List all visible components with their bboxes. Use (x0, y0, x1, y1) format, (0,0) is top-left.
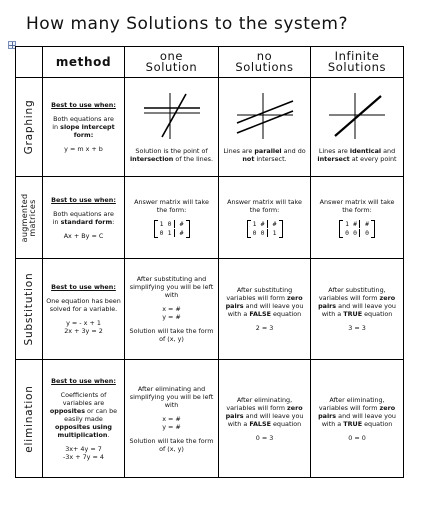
graphing-method-cell: Best to use when: Both equations are in slope intercept form: y = m x + b (43, 78, 125, 177)
header-row (16, 47, 404, 78)
page-title: How many Solutions to the system? (26, 14, 348, 34)
header-no-solutions: no Solutions (219, 47, 311, 78)
graphing-no-cell: Lines are parallel and do not intersect. (219, 78, 311, 177)
elimination-method-cell: Best to use when: Coefficients of variables are opposites or can be easily made opposites using multiplication. 3x+ 4y = 7 -3x + 7y = 4 (43, 360, 125, 478)
header-infinite-solutions: Infinite Solutions (311, 47, 404, 78)
row-graphing (16, 78, 404, 177)
substitution-infinite-cell: After substituting, variables will form zero pairs and will leave you with a TRUE equation 3 = 3 (311, 259, 404, 360)
corner-cell (16, 47, 43, 78)
graphing-infinite-cell: Lines are identical and intersect at every point (311, 78, 404, 177)
header-method: method (43, 47, 125, 78)
row-label-augmented-matrices: augmented matrices (16, 177, 43, 259)
solutions-table (15, 46, 404, 478)
augmented-method-cell: Best to use when: Both equations are in standard form: Ax + By = C (43, 177, 125, 259)
graphing-one-cell: Solution is the point of intersection of the lines. (125, 78, 219, 177)
substitution-method-cell: Best to use when: One equation has been solved for a variable. y = - x + 1 2x + 3y = 2 (43, 259, 125, 360)
matrix-no-solutions: 1 # # 0 0 1 (247, 220, 283, 238)
row-label-substitution: Substitution (16, 259, 43, 360)
substitution-one-cell: After substituting and simplifying you will be left with x = # y = # Solution will take the form of (x, y) (125, 259, 219, 360)
elimination-no-cell: After eliminating, variables will form zero pairs and will leave you with a FALSE equation 0 = 3 (219, 360, 311, 478)
augmented-infinite-cell: Answer matrix will take the form: 1 # # 0 0 0 (311, 177, 404, 259)
matrix-infinite-solutions: 1 # # 0 0 0 (339, 220, 375, 238)
substitution-no-cell: After substituting variables will form zero pairs and will leave you with a FALSE equation 2 = 3 (219, 259, 311, 360)
elimination-infinite-cell: After eliminating, variables will form zero pairs and will leave you with a TRUE equation 0 = 0 (311, 360, 404, 478)
matrix-one-solution: 1 0 # 0 1 # (154, 220, 190, 238)
identical-lines-graph (325, 91, 389, 141)
header-one-solution: one Solution (125, 47, 219, 78)
row-label-graphing: Graphing (16, 78, 43, 177)
row-substitution (16, 259, 404, 360)
row-augmented-matrices (16, 177, 404, 259)
elimination-one-cell: After eliminating and simplifying you will be left with x = # y = # Solution will take the form of (x, y) (125, 360, 219, 478)
parallel-lines-graph (233, 91, 297, 141)
row-label-elimination: elimination (16, 360, 43, 478)
row-elimination (16, 360, 404, 478)
intersecting-lines-graph (140, 91, 204, 141)
augmented-no-cell: Answer matrix will take the form: 1 # # 0 0 1 (219, 177, 311, 259)
augmented-one-cell: Answer matrix will take the form: 1 0 # 0 1 # (125, 177, 219, 259)
